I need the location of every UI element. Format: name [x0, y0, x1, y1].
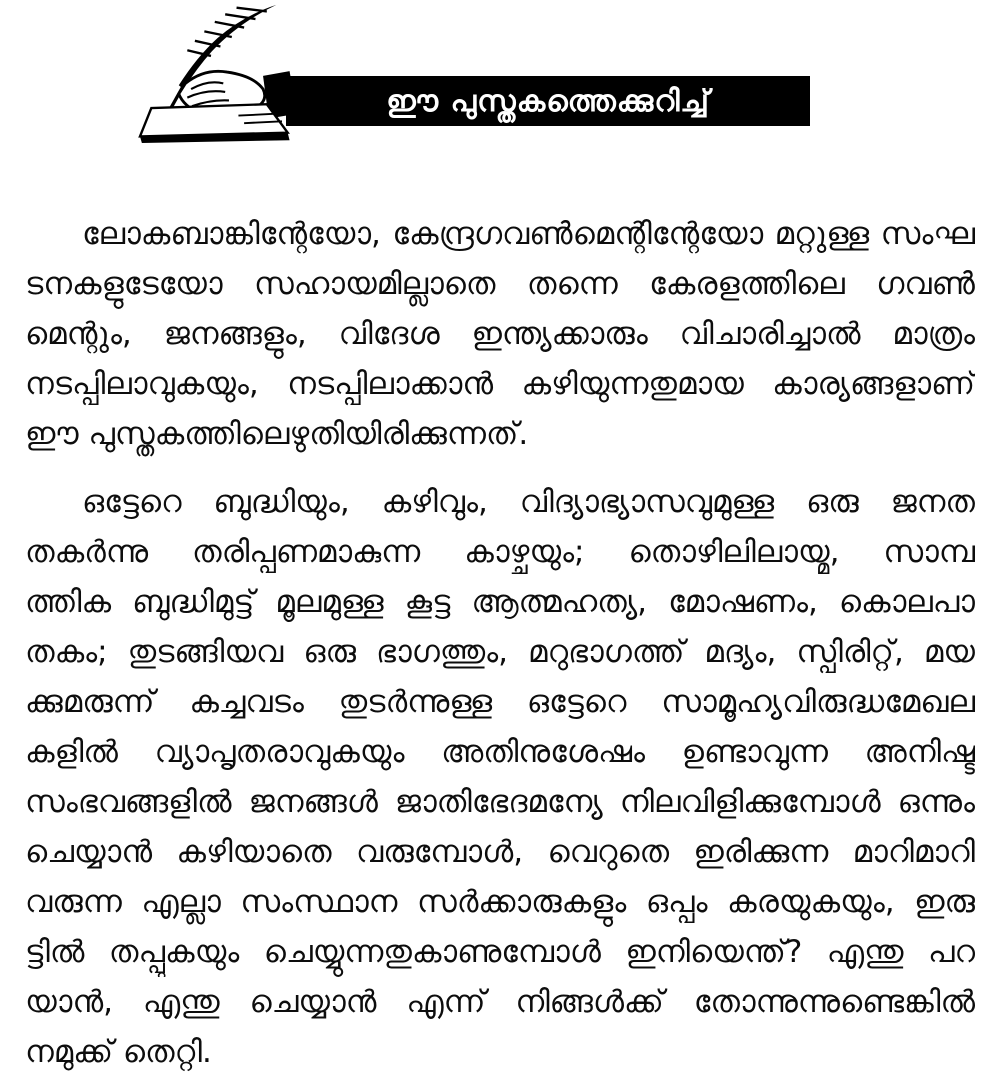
text-line: ലോകബാങ്കിന്റേയോ, കേന്ദ്രഗവൺമെന്റിന്റേയോ മറ്റുള്ള സംഘ: [82, 216, 975, 252]
text-line: നടപ്പിലാവുകയും, നടപ്പിലാക്കാൻ കഴിയുന്നതുമായ കാര്യങ്ങളാണ്: [25, 366, 975, 402]
paragraph-2: [25, 477, 975, 1077]
text-line: മെന്റും, ജനങ്ങളും, വിദേശ ഇന്ത്യക്കാരും വിചാരിച്ചാൽ മാത്രം: [25, 316, 975, 352]
title-banner: [286, 76, 810, 126]
text-line: യാൻ, എന്തു ചെയ്യാൻ എന്ന് നിങ്ങൾക്ക് തോന്നുന്നുണ്ടെങ്കിൽ: [25, 984, 975, 1020]
text-line: തകം; തുടങ്ങിയവ ഒരു ഭാഗത്തും, മറുഭാഗത്ത് മദ്യം, സ്പിരിറ്റ്, മയ: [25, 634, 975, 670]
text-line: തകർന്നു തരിപ്പണമാകുന്ന കാഴ്ചയും; തൊഴിലിലായ്മ, സാമ്പ: [25, 534, 975, 570]
text-line: ഒട്ടേറെ ബുദ്ധിയും, കഴിവും, വിദ്യാഭ്യാസവുമുള്ള ഒരു ജനത: [82, 484, 975, 520]
text-line: ക്കുമരുന്ന് കച്ചവടം തുടർന്നുള്ള ഒട്ടേറെ സാമൂഹ്യവിരുദ്ധമേഖല: [25, 684, 975, 720]
body-text: [0, 165, 1000, 1077]
text-line: കളിൽ വ്യാപൃതരാവുകയും അതിനുശേഷം ഉണ്ടാവുന്ന അനിഷ്ട: [25, 734, 975, 770]
text-line: ത്തിക ബുദ്ധിമുട്ട് മൂലമുള്ള കൂട്ട ആത്മഹത്യ, മോഷണം, കൊലപാ: [25, 584, 975, 620]
text-line: ട്ടിൽ തപ്പുകയും ചെയ്യുന്നതുകാണുമ്പോൾ ഇനിയെന്ത്? എന്തു പറ: [25, 934, 975, 970]
text-line: വരുന്ന എല്ലാ സംസ്ഥാന സർക്കാരുകളും ഒപ്പം കരയുകയും, ഇരു: [25, 884, 975, 920]
text-line: സംഭവങ്ങളിൽ ജനങ്ങൾ ജാതിഭേദമന്യേ നിലവിളിക്കുമ്പോൾ ഒന്നും: [25, 784, 975, 820]
text-line: ചെയ്യാൻ കഴിയാതെ വരുമ്പോൾ, വെറുതെ ഇരിക്കുന്ന മാറിമാറി: [25, 834, 975, 870]
text-line: നമുക്ക് തെറ്റി.: [25, 1034, 212, 1070]
text-line: ടനകളുടേയോ സഹായമില്ലാതെ തന്നെ കേരളത്തിലെ ഗവൺ: [25, 266, 975, 302]
page-header: [0, 0, 1000, 165]
page-title: ഈ പുസ്തകത്തെക്കുറിച്ച്: [386, 83, 710, 119]
paragraph-1: [25, 209, 975, 459]
text-line: ഈ പുസ്തകത്തിലെഴുതിയിരിക്കുന്നത്.: [25, 416, 529, 452]
